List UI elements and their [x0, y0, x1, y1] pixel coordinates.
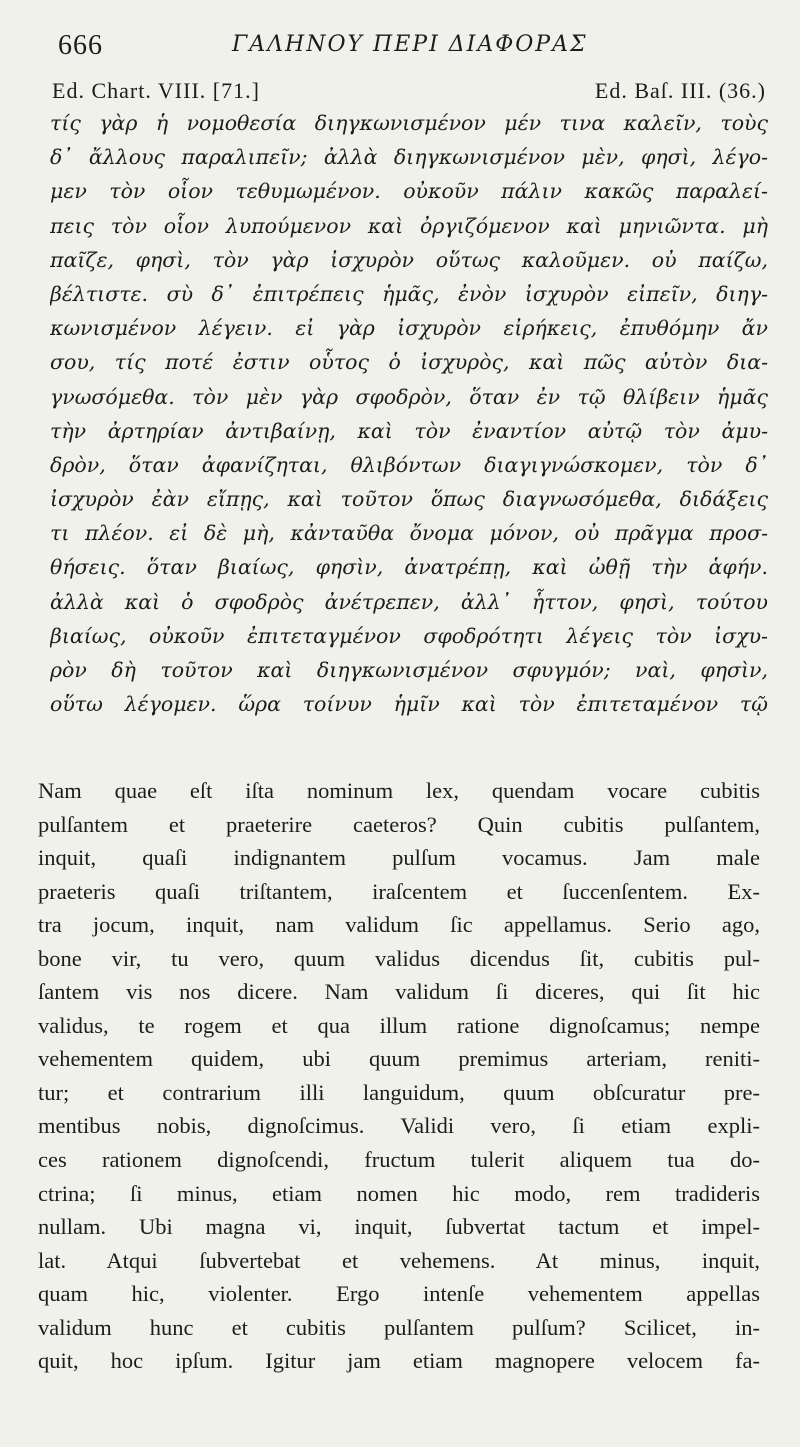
greek-text-line: τίς γὰρ ἡ νομοθεσία διηγκωνισμένον μέν τινα καλεῖν, τοὺς — [50, 111, 768, 135]
greek-text-line: ἀλλὰ καὶ ὁ σφοδρὸς ἀνέτρεπεν, ἀλλ᾽ ἧττον, φησὶ, τούτου — [50, 589, 768, 614]
greek-text-line: τι πλέον. εἰ δὲ μὴ, κἀνταῦθα ὄνομα μόνον, οὐ πρᾶγμα προσ- — [50, 521, 768, 546]
latin-text-line: mentibus nobis, dignoſcimus. Validi vero, ſi etiam expli- — [38, 1113, 760, 1139]
greek-text-line: σου, τίς ποτέ ἐστιν οὗτος ὁ ἰσχυρὸς, καὶ πῶς αὐτὸν δια- — [50, 350, 768, 375]
greek-text-line: ἰσχυρὸν ἐὰν εἴπῃς, καὶ τοῦτον ὅπως διαγνωσόμεθα, διδάξεις — [50, 487, 768, 512]
greek-text-line: βέλτιστε. σὺ δ᾽ ἐπιτρέπεις ἡμᾶς, ἐνὸν ἰσχυρὸν εἰπεῖν, διηγ- — [50, 281, 768, 306]
greek-text-line: μεν τὸν οἷον τεθυμωμένον. οὐκοῦν πάλιν κακῶς παραλεί- — [50, 179, 768, 204]
latin-text-line: vehementem quidem, ubi quum premimus arteriam, reniti- — [38, 1046, 760, 1072]
latin-text-line: ces rationem dignoſcendi, fructum tulerit aliquem tua do- — [38, 1147, 760, 1173]
latin-text-block — [38, 774, 760, 1378]
edition-chartier-reference: Ed. Chart. VIII. [71.] — [52, 78, 260, 103]
greek-text-block — [50, 106, 768, 721]
greek-text-line: θήσεις. ὅταν βιαίως, φησὶν, ἀνατρέπῃ, καὶ ὠθῇ τὴν ἁφήν. — [50, 555, 768, 580]
edition-basel-reference: Ed. Baſ. III. (36.) — [594, 78, 766, 103]
latin-text-line: praeteris quaſi triſtantem, iraſcentem et ſuccenſentem. Ex- — [38, 878, 760, 904]
edition-references — [0, 78, 800, 108]
latin-text-line: ctrina; ſi minus, etiam nomen hic modo, rem tradideris — [38, 1180, 760, 1206]
latin-text-line: Nam quae eſt iſta nominum lex, quendam vocare cubitis — [38, 778, 760, 803]
latin-text-line: validum hunc et cubitis pulſantem pulſum? Scilicet, in- — [38, 1314, 760, 1340]
latin-text-line: validus, te rogem et qua illum ratione dignoſcamus; nempe — [38, 1012, 760, 1038]
greek-text-line: δρὸν, ὅταν ἀφανίζηται, θλιβόντων διαγιγνώσκομεν, τὸν δ᾽ — [50, 452, 768, 477]
latin-text-line: quit, hoc ipſum. Igitur jam etiam magnopere velocem fa- — [38, 1348, 760, 1374]
greek-text-line: παῖζε, φησὶ, τὸν γὰρ ἰσχυρὸν οὕτως καλοῦμεν. οὐ παίζω, — [50, 247, 768, 272]
greek-text-line: δ᾽ ἄλλους παραλιπεῖν; ἀλλὰ διηγκωνισμένον μὲν, φησὶ, λέγο- — [50, 145, 768, 170]
greek-text-line: βιαίως, οὐκοῦν ἐπιτεταγμένον σφοδρότητι λέγεις τὸν ἰσχυ- — [50, 623, 768, 648]
greek-text-line: τὴν ἀρτηρίαν ἀντιβαίνῃ, καὶ τὸν ἐναντίον αὐτῷ τὸν ἀμυ- — [50, 418, 768, 443]
latin-text-line: nullam. Ubi magna vi, inquit, ſubvertat tactum et impel- — [38, 1214, 760, 1240]
greek-text-line: κωνισμένον λέγειν. εἰ γὰρ ἰσχυρὸν εἰρήκεις, ἐπυθόμην ἄν — [50, 316, 768, 341]
latin-text-line: tur; et contrarium illi languidum, quum obſcuratur pre- — [38, 1079, 760, 1105]
greek-text-line: οὕτω λέγομεν. ὥρα τοίνυν ἡμῖν καὶ τὸν ἐπιτεταμένον τῷ — [50, 692, 768, 717]
latin-text-line: bone vir, tu vero, quum validus dicendus ſit, cubitis pul- — [38, 945, 760, 971]
latin-text-line: lat. Atqui ſubvertebat et vehemens. At minus, inquit, — [38, 1247, 760, 1273]
running-title: ΓΑΛΗΝΟΥ ΠΕΡΙ ΔΙΑΦΟΡΑΣ — [232, 32, 588, 57]
latin-text-line: tra jocum, inquit, nam validum ſic appellamus. Serio ago, — [38, 912, 760, 938]
greek-text-line: ρὸν δὴ τοῦτον καὶ διηγκωνισμένον σφυγμόν; ναὶ, φησὶν, — [50, 658, 768, 682]
latin-text-line: ſantem vis nos dicere. Nam validum ſi diceres, qui ſit hic — [38, 979, 760, 1005]
latin-text-line: pulſantem et praeterire caeteros? Quin cubitis pulſantem, — [38, 811, 760, 837]
latin-text-line: quam hic, violenter. Ergo intenſe vehementem appellas — [38, 1281, 760, 1307]
latin-text-line: inquit, quaſi indignantem pulſum vocamus. Jam male — [38, 845, 760, 871]
greek-text-line: γνωσόμεθα. τὸν μὲν γὰρ σφοδρὸν, ὅταν ἐν τῷ θλίβειν ἡμᾶς — [50, 384, 768, 409]
page-number: 666 — [58, 30, 103, 61]
greek-text-line: πεις τὸν οἷον λυπούμενον καὶ ὀργιζόμενον καὶ μηνιῶντα. μὴ — [50, 213, 768, 238]
running-head — [0, 30, 800, 66]
